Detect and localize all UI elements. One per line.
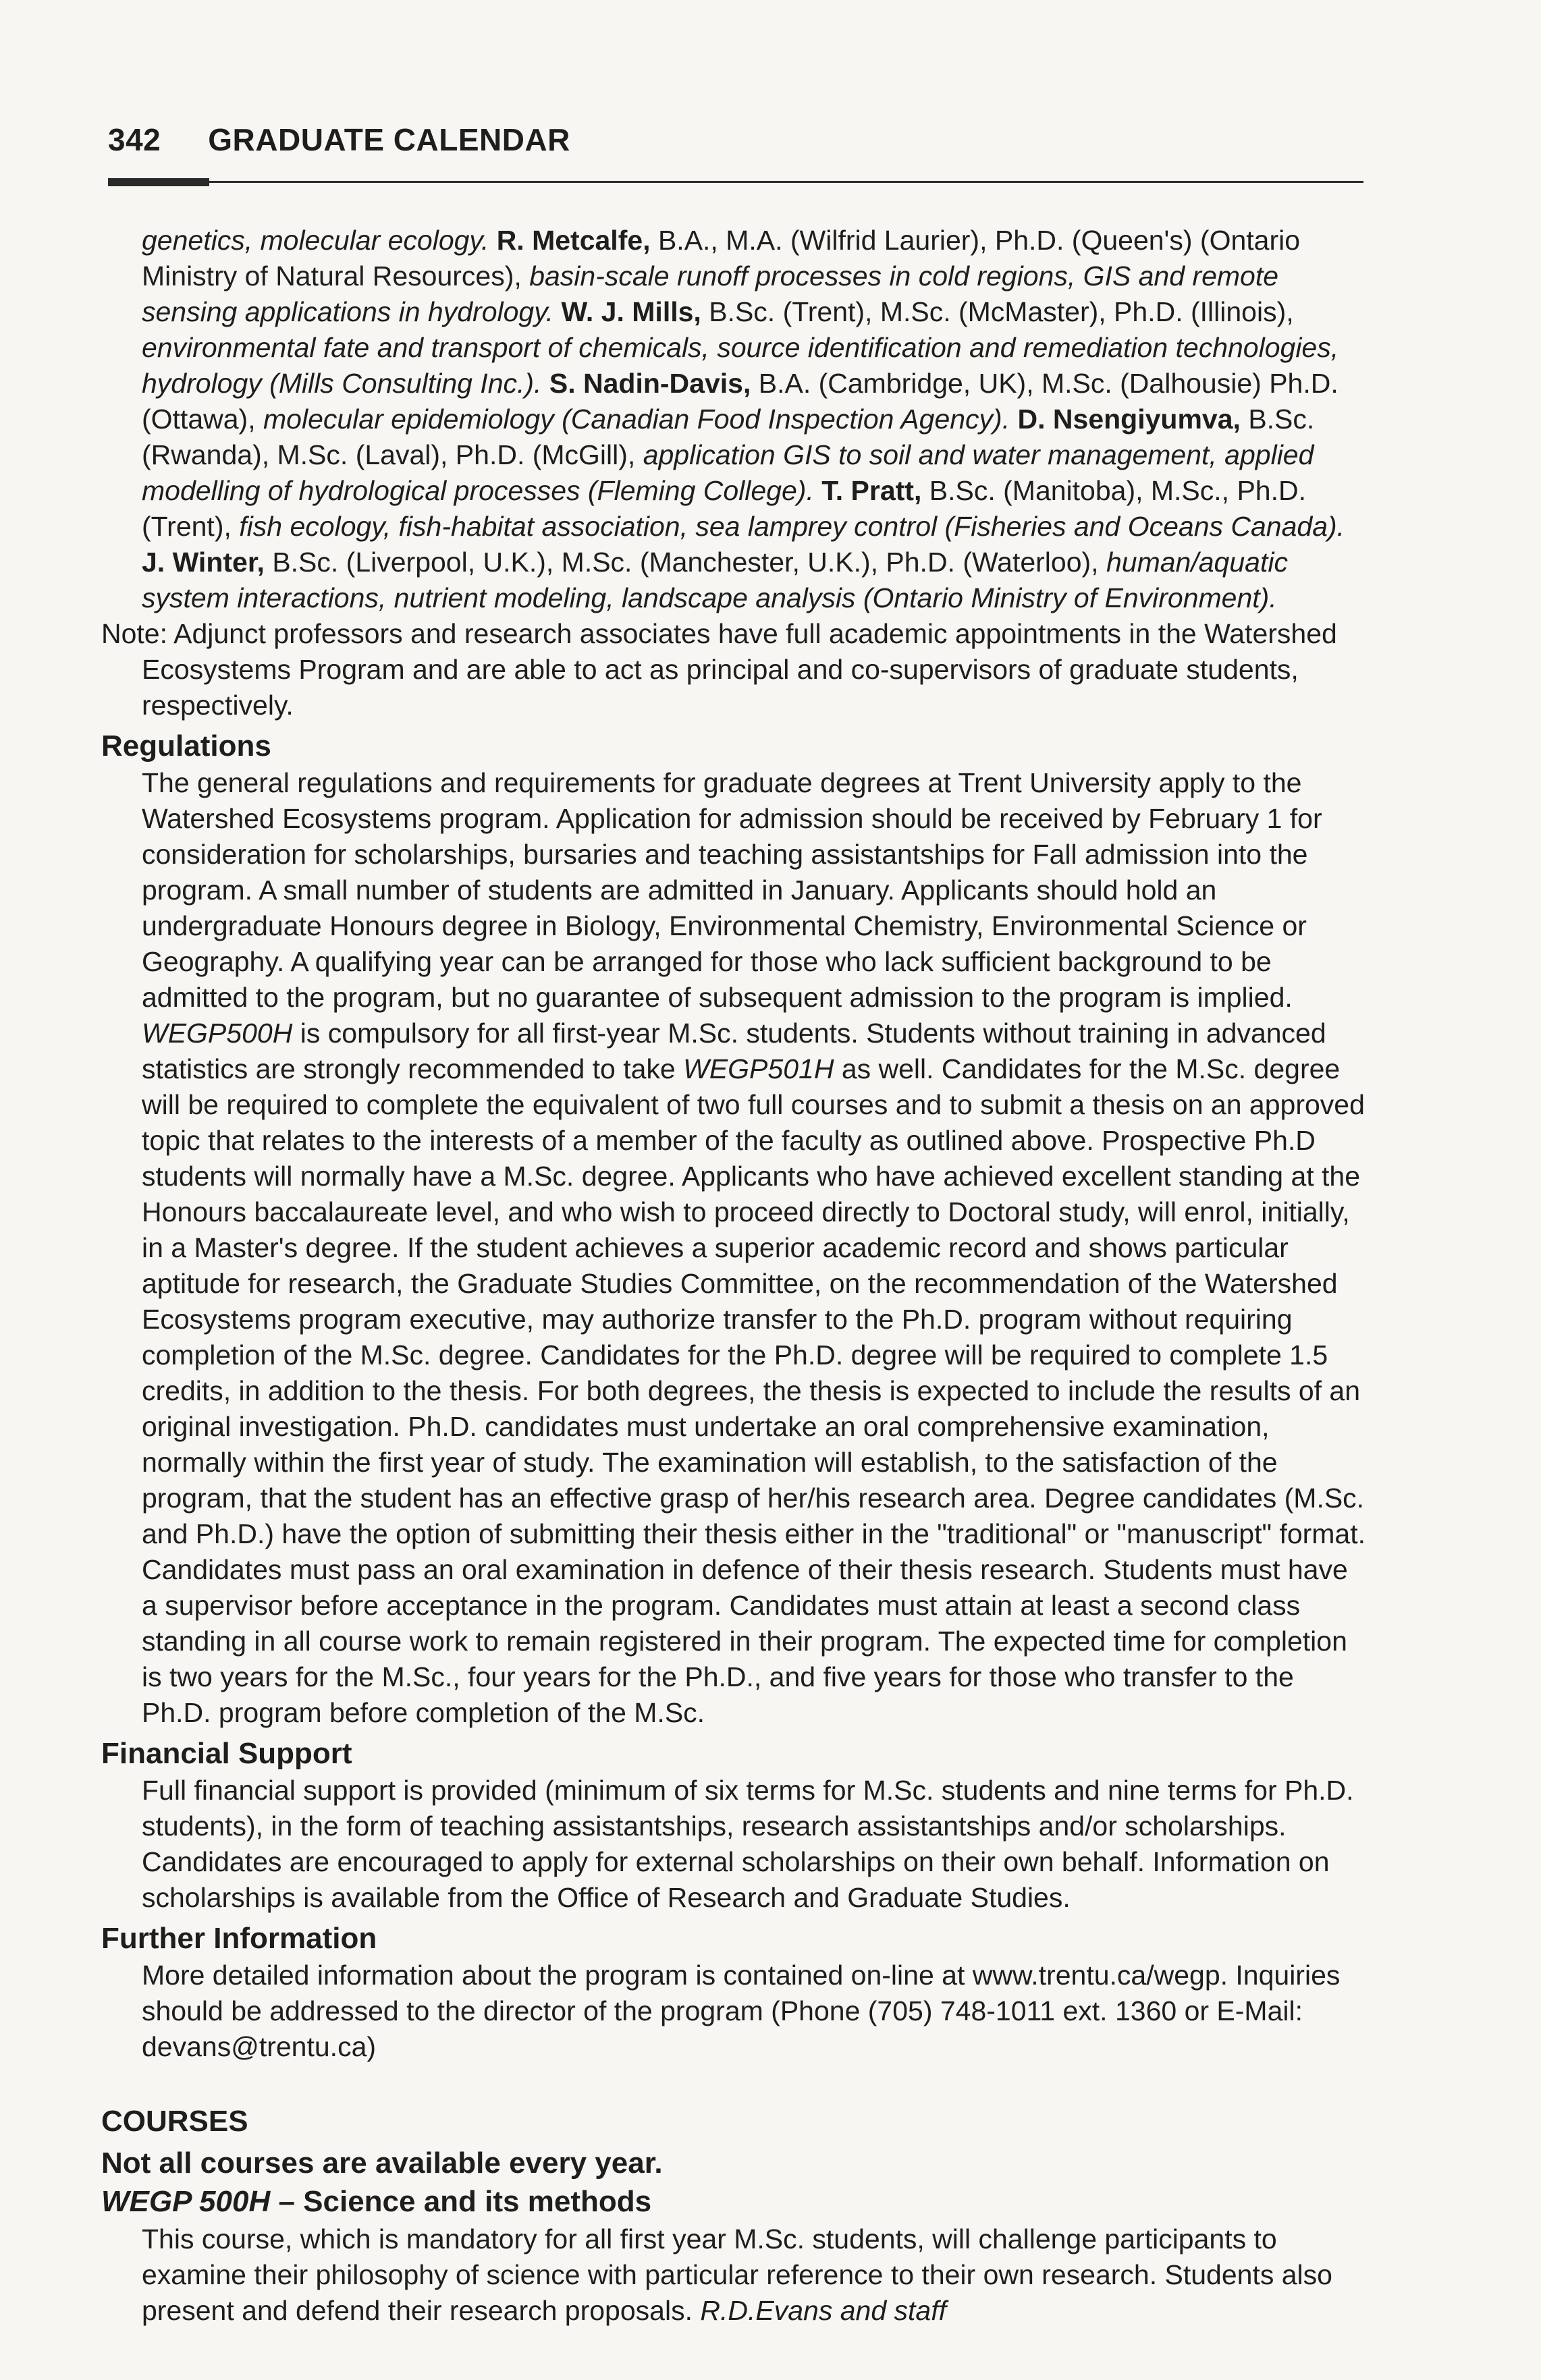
faculty-area: application GIS to soil and water management, applied modelling of hydrological processes (Fleming College). <box>142 439 1314 506</box>
course-title <box>101 2182 1370 2221</box>
financial-support-body: Full financial support is provided (minimum of six terms for M.Sc. students and nine terms for Ph.D. students), in the form of teaching assistantships, research assistantships and/or scholarships. Candidates are encouraged to apply for external scholarships on their own behalf. Information on scholarships is available from the Office of Research and Graduate Studies. <box>142 1775 1354 1913</box>
regulations-body <box>101 765 1370 1731</box>
faculty-area: fish ecology, fish-habitat association, sea lamprey control (Fisheries and Oceans Canada). <box>239 511 1345 542</box>
faculty-area: human/aquatic system interactions, nutrient modeling, landscape analysis (Ontario Ministry of Environment). <box>142 547 1288 613</box>
faculty-name: S. Nadin-Davis, <box>549 368 751 399</box>
running-title: GRADUATE CALENDAR <box>208 122 570 157</box>
regulations-text-1: The general regulations and requirements for graduate degrees at Trent University apply to the Watershed Ecosystems program. Application for admission should be received by February 1 for consideration for scholarships, bursaries and teaching assistantships for Fall admission into the program. A small number of students are admitted in January. Applicants should hold an undergraduate Honours degree in Biology, Environmental Chemistry, Environmental Science or Geography. A qualifying year can be arranged for those who lack sufficient background to be admitted to the program, but no guarantee of subsequent admission to the program is implied. <box>142 767 1322 1013</box>
faculty-degrees: B.Sc. (Trent), M.Sc. (McMaster), Ph.D. (Illinois), <box>709 296 1294 327</box>
faculty-degrees: B.Sc. (Liverpool, U.K.), M.Sc. (Manchester, U.K.), Ph.D. (Waterloo), <box>272 547 1099 578</box>
regulations-text-3: as well. Candidates for the M.Sc. degree will be required to complete the equivalent of two full courses and to submit a thesis on an approved topic that relates to the interests of a member of the faculty as outlined above. Prospective Ph.D students will normally have a M.Sc. degree. Applicants who have achieved excellent standing at the Honours baccalaureate level, and who wish to proceed directly to Doctoral study, will enrol, initially, in a Master's degree. If the student achieves a superior academic record and shows particular aptitude for research, the Graduate Studies Committee, on the recommendation of the Watershed Ecosystems program executive, may authorize transfer to the Ph.D. program without requiring completion of the M.Sc. degree. Candidates for the Ph.D. degree will be required to complete 1.5 credits, in addition to the thesis. For both degrees, the thesis is expected to include the results of an original investigation. Ph.D. candidates must undertake an oral comprehensive examination, normally within the first year of study. The examination will establish, to the satisfaction of the program, that the student has an effective grasp of her/his research area. Degree candidates (M.Sc. and Ph.D.) have the option of submitting their thesis either in the "traditional" or "manuscript" format. Candidates must pass an oral examination in defence of their thesis research. Students must have a supervisor before acceptance in the program. Candidates must attain at least a second class standing in all course work to remain registered in their program. The expected time for completion is two years for the M.Sc., four years for the Ph.D., and five years for those who transfer to the Ph.D. program before completion of the M.Sc. <box>142 1053 1366 1728</box>
course-code: WEGP 500H <box>101 2185 271 2218</box>
faculty-area: molecular epidemiology (Canadian Food Inspection Agency). <box>263 404 1010 435</box>
faculty-degrees: B.A. (Cambridge, UK), M.Sc. (Dalhousie) Ph.D. (Ottawa), <box>142 368 1339 435</box>
section-spacer <box>101 2065 1370 2099</box>
faculty-name: D. Nsengiyumva, <box>1017 404 1241 435</box>
regulations-heading: Regulations <box>101 729 271 763</box>
faculty-list <box>101 223 1370 616</box>
courses-heading: COURSES <box>101 2105 248 2138</box>
faculty-degrees: B.Sc. (Manitoba), M.Sc., Ph.D. (Trent), <box>142 475 1306 542</box>
faculty-area: basin-scale runoff processes in cold regions, GIS and remote sensing applications in hydrology. <box>142 260 1279 327</box>
faculty-name: J. Winter, <box>142 547 265 578</box>
further-information-body: More detailed information about the program is contained on-line at www.trentu.ca/wegp. Inquiries should be addressed to the director of the program (Phone (705) 748-1011 ext. 1360 or E-Mail: devans@trentu.ca) <box>142 1960 1341 2062</box>
course-instructors: R.D.Evans and staff <box>700 2295 946 2326</box>
faculty-degrees: B.Sc. (Rwanda), M.Sc. (Laval), Ph.D. (McGill), <box>142 404 1315 470</box>
faculty-name: T. Pratt, <box>821 475 922 506</box>
course-description <box>101 2221 1370 2329</box>
course-description-text: This course, which is mandatory for all first year M.Sc. students, will challenge participants to examine their philosophy of science with particular reference to their own research. Students also present and defend their research proposals. <box>142 2223 1332 2326</box>
course-code-ref: WEGP501H <box>683 1053 834 1084</box>
course-name: – Science and its methods <box>270 2185 652 2218</box>
page-number: 342 <box>108 122 161 157</box>
adjunct-note: Note: Adjunct professors and research associates have full academic appointments in the Watershed Ecosystems Program and are able to act as principal and co-supervisors of graduate students, respectively. <box>101 618 1337 721</box>
financial-support-heading: Financial Support <box>101 1737 352 1770</box>
faculty-degrees: B.A., M.A. (Wilfrid Laurier), Ph.D. (Queen's) (Ontario Ministry of Natural Resources), <box>142 225 1301 292</box>
header-rule <box>108 181 1363 183</box>
course-code-ref: WEGP500H <box>142 1018 293 1049</box>
faculty-name: R. Metcalfe, <box>496 225 651 256</box>
main-content <box>101 223 1370 2329</box>
further-information-heading: Further Information <box>101 1922 377 1955</box>
page-header <box>108 121 570 158</box>
faculty-area: environmental fate and transport of chemicals, source identification and remediation technologies, hydrology (Mills Consulting Inc.). <box>142 332 1339 399</box>
regulations-text-2: is compulsory for all first-year M.Sc. students. Students without training in advanced statistics are strongly recommended to take <box>142 1018 1326 1084</box>
courses-availability-note: Not all courses are available every year. <box>101 2147 663 2180</box>
faculty-lead-text: genetics, molecular ecology. <box>142 225 489 256</box>
faculty-name: W. J. Mills, <box>561 296 701 327</box>
